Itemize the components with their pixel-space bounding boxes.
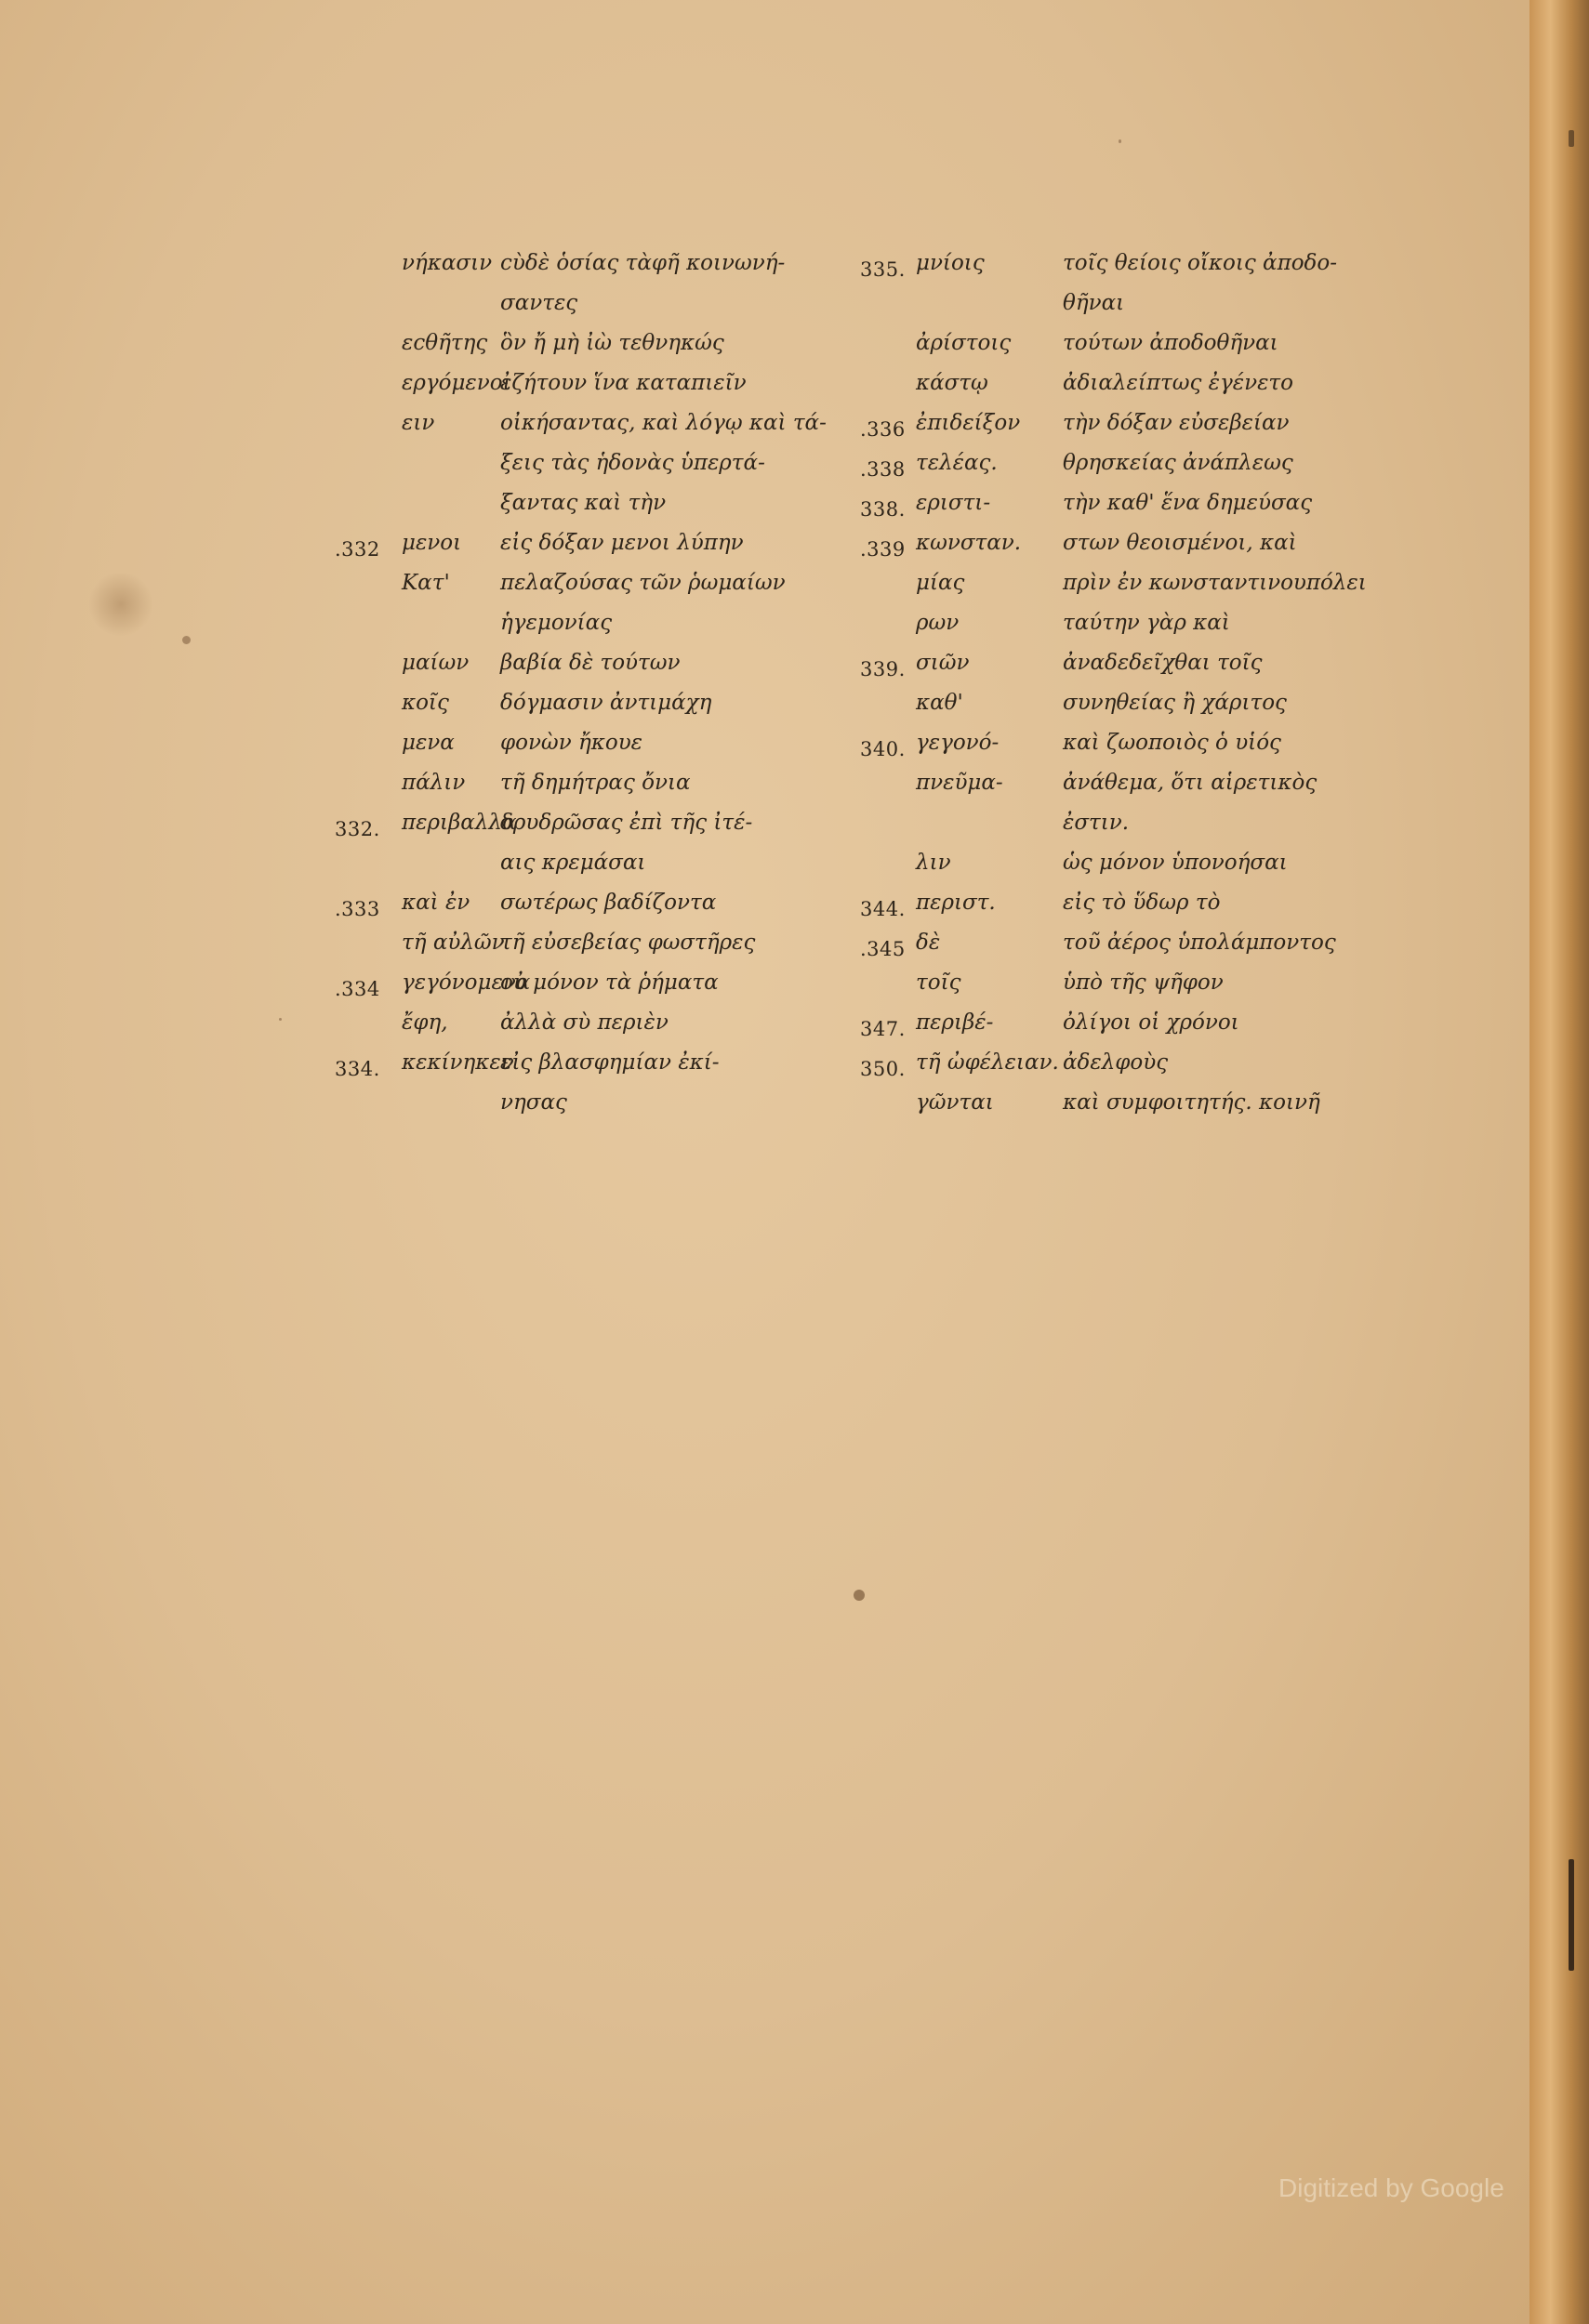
line-number: 338. bbox=[860, 498, 906, 521]
lemma: κοῖς bbox=[402, 691, 449, 715]
gloss: ἐζήτουν ἵνα καταπιεῖν bbox=[500, 371, 747, 395]
gloss: ἡγεμονίας bbox=[500, 611, 613, 635]
line-number: 340. bbox=[860, 738, 906, 760]
gloss: εἰς βλασφημίαν ἐκί- bbox=[500, 1050, 720, 1075]
text-row bbox=[860, 1090, 1381, 1130]
text-row bbox=[860, 571, 1381, 611]
gloss: ἀλλὰ σὺ περιὲν bbox=[500, 1010, 669, 1035]
text-row bbox=[860, 771, 1381, 811]
gloss: τοῦ ἀέρος ὑπολάμποντος bbox=[1063, 931, 1336, 955]
gloss: δόγμασιν ἀντιμάχη bbox=[500, 691, 712, 715]
ink-dot bbox=[182, 636, 191, 644]
gloss: ὑπὸ τῆς ψῆφον bbox=[1063, 971, 1224, 995]
lemma: ρων bbox=[916, 611, 960, 635]
gloss: τῆ εὐσεβείας φωστῆρες bbox=[500, 931, 756, 955]
text-row bbox=[335, 811, 855, 851]
gloss: δρυδρῶσας ἐπὶ τῆς ἰτέ- bbox=[500, 811, 753, 835]
gloss: εἰς δόξαν μενοι λύπην bbox=[500, 531, 744, 555]
lemma: τοῖς bbox=[916, 971, 961, 995]
lemma: περιβαλλα bbox=[402, 811, 517, 835]
gloss: συνηθείας ἢ χάριτος bbox=[1063, 691, 1287, 715]
line-number: .332 bbox=[335, 538, 380, 561]
lemma: μενοι bbox=[402, 531, 462, 555]
lemma: εριστι- bbox=[916, 491, 991, 515]
line-number: .336 bbox=[860, 418, 906, 441]
left-column bbox=[335, 251, 855, 1130]
text-row bbox=[335, 851, 855, 891]
gloss: ἀναδεδεῖχθαι τοῖς bbox=[1063, 651, 1263, 675]
line-number: .334 bbox=[335, 978, 380, 1000]
line-number: .333 bbox=[335, 898, 380, 920]
text-row bbox=[335, 971, 855, 1010]
lemma: μαίων bbox=[402, 651, 470, 675]
gloss: ἀνάθεμα, ὅτι αἱρετικὸς bbox=[1063, 771, 1318, 795]
text-row bbox=[335, 411, 855, 451]
lemma: τῆ ὠφέλειαν. bbox=[916, 1050, 1059, 1075]
lemma: εργόμενοι bbox=[402, 371, 511, 395]
lemma: τῆ αὐλῶν bbox=[402, 931, 505, 955]
lemma: ειν bbox=[402, 411, 435, 435]
gloss: νησας bbox=[500, 1090, 567, 1115]
text-row bbox=[860, 491, 1381, 531]
gloss: καὶ ζωοποιὸς ὁ υἱός bbox=[1063, 731, 1281, 755]
gloss: τὴν δόξαν εὐσεβείαν bbox=[1063, 411, 1290, 435]
gloss: σαντες bbox=[500, 291, 578, 315]
gloss: αις κρεμάσαι bbox=[500, 851, 646, 875]
line-number: 344. bbox=[860, 898, 906, 920]
text-row bbox=[860, 931, 1381, 971]
lemma: μίας bbox=[916, 571, 965, 595]
text-row bbox=[860, 651, 1381, 691]
binding-mark bbox=[1569, 130, 1574, 147]
text-row bbox=[860, 691, 1381, 731]
watermark: Digitized by Google bbox=[1278, 2173, 1504, 2202]
text-row bbox=[860, 531, 1381, 571]
lemma: νήκασιν bbox=[402, 251, 493, 275]
ink-dot bbox=[854, 1590, 865, 1601]
gloss: φονὼν ἤκουε bbox=[500, 731, 643, 755]
text-row bbox=[860, 611, 1381, 651]
gloss: ἀδιαλείπτως ἐγένετο bbox=[1063, 371, 1293, 395]
lemma: λιν bbox=[916, 851, 951, 875]
gloss: θῆναι bbox=[1063, 291, 1125, 315]
lemma: ἐπιδείξον bbox=[916, 411, 1021, 435]
gloss: τούτων ἀποδοθῆναι bbox=[1063, 331, 1278, 355]
lemma: κωνσταν. bbox=[916, 531, 1022, 555]
lemma: καὶ ἐν bbox=[402, 891, 470, 915]
text-row bbox=[860, 811, 1381, 851]
text-row bbox=[335, 731, 855, 771]
text-row bbox=[860, 851, 1381, 891]
gloss: θρησκείας ἀνάπλεως bbox=[1063, 451, 1293, 475]
text-row bbox=[335, 891, 855, 931]
book-binding-edge bbox=[1529, 0, 1589, 2324]
lemma: ἀρίστοις bbox=[916, 331, 1012, 355]
gloss: τὴν καθ' ἕνα δημεύσας bbox=[1063, 491, 1313, 515]
text-row bbox=[335, 251, 855, 291]
text-row bbox=[860, 371, 1381, 411]
text-row bbox=[335, 491, 855, 531]
gloss: ξαντας καὶ τὴν bbox=[500, 491, 667, 515]
lemma: πνεῦμα- bbox=[916, 771, 1003, 795]
lemma: περιστ. bbox=[916, 891, 996, 915]
lemma: κάστῳ bbox=[916, 371, 988, 395]
lemma: σιῶν bbox=[916, 651, 970, 675]
gloss: καὶ συμφοιτητής. κοινῆ bbox=[1063, 1090, 1320, 1115]
lemma: ἔφη, bbox=[402, 1010, 448, 1035]
text-row bbox=[335, 1010, 855, 1050]
lemma: δὲ bbox=[916, 931, 941, 955]
gloss: ϲὺδὲ ὁσίας τὰφῆ κοινωνή- bbox=[500, 251, 786, 275]
text-row bbox=[860, 971, 1381, 1010]
gloss: ὃν ἤ μὴ ἰὼ τεθνηκώς bbox=[500, 331, 724, 355]
lemma: εϲθῆτης bbox=[402, 331, 488, 355]
text-row bbox=[335, 691, 855, 731]
gloss: ὀλίγοι οἱ χρόνοι bbox=[1063, 1010, 1239, 1035]
text-row bbox=[860, 1050, 1381, 1090]
ink-dot bbox=[1119, 139, 1121, 143]
line-number: .338 bbox=[860, 458, 906, 481]
line-number: .339 bbox=[860, 538, 906, 561]
lemma: κεκίνηκεν bbox=[402, 1050, 514, 1075]
gloss: οἰκήσαντας, καὶ λόγῳ καὶ τά- bbox=[500, 411, 827, 435]
line-number: 335. bbox=[860, 258, 906, 281]
right-column bbox=[860, 251, 1381, 1130]
text-row bbox=[335, 531, 855, 571]
lemma: τελέας. bbox=[916, 451, 998, 475]
gloss: βαβία δὲ τούτων bbox=[500, 651, 681, 675]
gloss: ξεις τὰς ἡδονὰς ὑπερτά- bbox=[500, 451, 765, 475]
line-number: 332. bbox=[335, 818, 380, 840]
line-number: 334. bbox=[335, 1058, 380, 1080]
gloss: τῆ δημήτρας ὄνια bbox=[500, 771, 691, 795]
text-row bbox=[335, 651, 855, 691]
lemma: γῶνται bbox=[916, 1090, 994, 1115]
gloss: πρὶν ἐν κωνσταντινουπόλει bbox=[1063, 571, 1367, 595]
text-row bbox=[335, 931, 855, 971]
text-row bbox=[335, 1050, 855, 1090]
gloss: οὐ μόνον τὰ ῥήματα bbox=[500, 971, 719, 995]
text-row bbox=[335, 291, 855, 331]
gloss: ταύτην γὰρ καὶ bbox=[1063, 611, 1230, 635]
text-row bbox=[335, 611, 855, 651]
ink-dot bbox=[279, 1018, 282, 1021]
line-number: 347. bbox=[860, 1018, 906, 1040]
gloss: εἰς τὸ ὕδωρ τὸ bbox=[1063, 891, 1221, 915]
lemma: καθ' bbox=[916, 691, 963, 715]
line-number: 350. bbox=[860, 1058, 906, 1080]
text-row bbox=[860, 291, 1381, 331]
gloss: ἐστιν. bbox=[1063, 811, 1130, 835]
text-row bbox=[860, 731, 1381, 771]
lemma: μενα bbox=[402, 731, 455, 755]
lemma: μνίοις bbox=[916, 251, 985, 275]
text-row bbox=[860, 411, 1381, 451]
text-row bbox=[335, 371, 855, 411]
text-row bbox=[335, 771, 855, 811]
lemma: περιβέ- bbox=[916, 1010, 994, 1035]
text-row bbox=[860, 331, 1381, 371]
text-row bbox=[860, 251, 1381, 291]
gloss: ἀδελφοὺς bbox=[1063, 1050, 1169, 1075]
text-row bbox=[860, 451, 1381, 491]
gloss: σωτέρως βαδίζοντα bbox=[500, 891, 717, 915]
lemma: Κατ' bbox=[402, 571, 450, 595]
line-number: 339. bbox=[860, 658, 906, 680]
text-row bbox=[335, 1090, 855, 1130]
line-number: .345 bbox=[860, 938, 906, 960]
lemma: γεγονό- bbox=[916, 731, 1000, 755]
lemma: γεγόνομενα bbox=[402, 971, 531, 995]
gloss: πελαζούσας τῶν ῥωμαίων bbox=[500, 571, 786, 595]
gloss: τοῖς θείοις οἴκοις ἀποδο- bbox=[1063, 251, 1338, 275]
text-row bbox=[335, 331, 855, 371]
gloss: στων θεοισμένοι, καὶ bbox=[1063, 531, 1297, 555]
lemma: πάλιν bbox=[402, 771, 466, 795]
text-row bbox=[860, 1010, 1381, 1050]
stain-spot bbox=[88, 572, 153, 637]
binding-mark bbox=[1569, 1859, 1574, 1971]
gloss: ὡς μόνον ὑπονοήσαι bbox=[1063, 851, 1288, 875]
text-row bbox=[335, 571, 855, 611]
text-row bbox=[860, 891, 1381, 931]
text-row bbox=[335, 451, 855, 491]
